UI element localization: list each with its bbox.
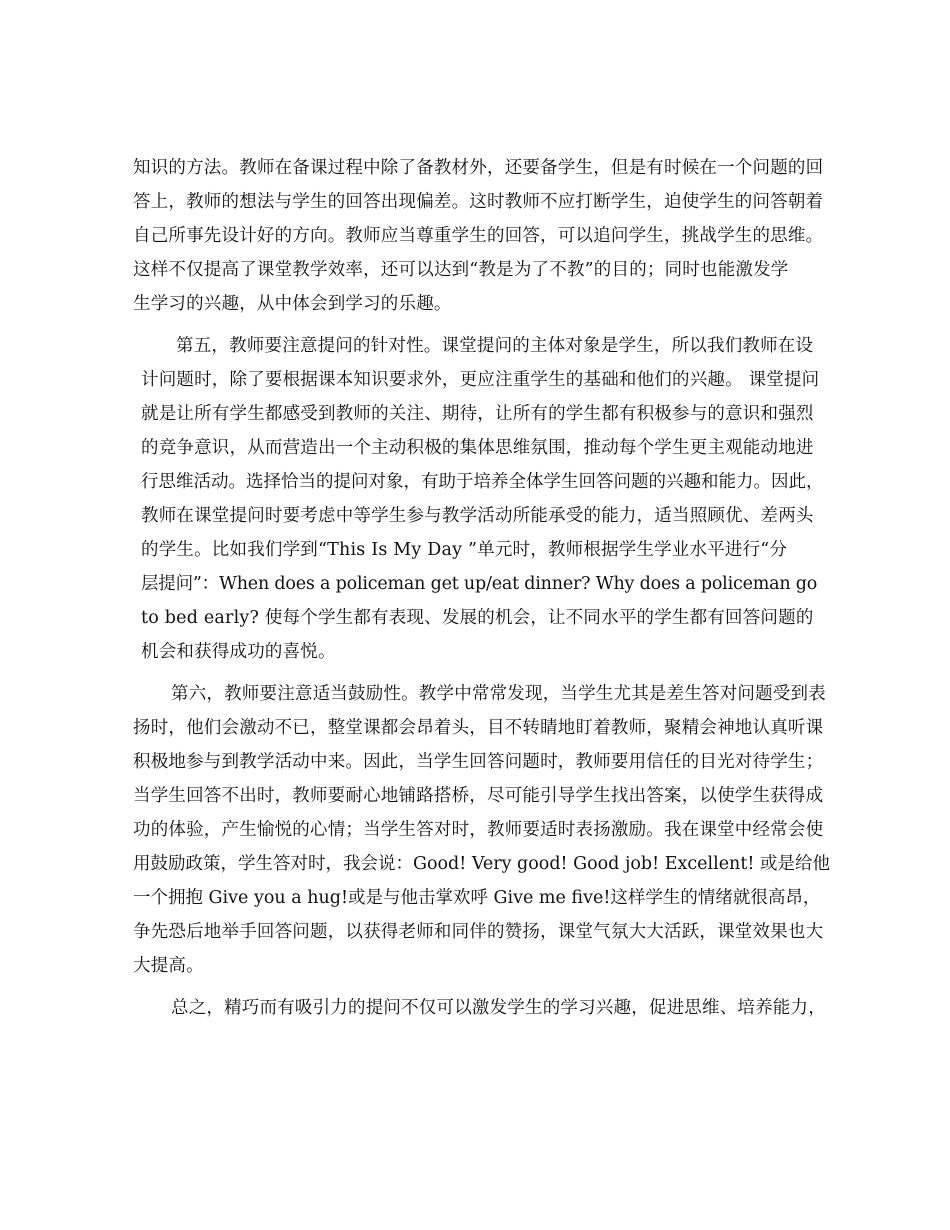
text-line: 用鼓励政策，学生答对时，我会说：Good! Very good! Good job! Excellent! 或是给他: [133, 854, 830, 874]
text-line: 生学习的兴趣，从中体会到学习的乐趣。: [133, 294, 452, 314]
text-line: 教师在课堂提问时要考虑中等学生参与教学活动所能承受的能力，适当照顾优、差两头: [141, 506, 814, 526]
text-line: 就是让所有学生都感受到教师的关注、期待，让所有的学生都有积极参与的意识和强烈: [141, 404, 814, 424]
text-line: to bed early? 使每个学生都有表现、发展的机会，让不同水平的学生都有回答问题的: [141, 608, 814, 628]
text-line: 计问题时，除了要根据课本知识要求外，更应注重学生的基础和他们的兴趣。 课堂提问: [141, 370, 820, 390]
text-line: 的竞争意识，从而营造出一个主动积极的集体思维氛围，推动每个学生更主观能动地进: [141, 438, 814, 458]
text-line: 知识的方法。教师在备课过程中除了备教材外，还要备学生，但是有时候在一个问题的回: [133, 158, 824, 178]
text-line: 争先恐后地举手回答问题，以获得老师和同伴的赞扬，课堂气氛大大活跃，课堂效果也大: [133, 922, 824, 942]
text-line: 功的体验，产生愉悦的心情；当学生答对时，教师要适时表扬激励。我在课堂中经常会使: [133, 820, 824, 840]
text-line: 一个拥抱 Give you a hug!或是与他击掌欢呼 Give me five!这样学生的情绪就很高昂，: [133, 888, 821, 908]
text-line: 机会和获得成功的喜悦。: [141, 642, 336, 662]
text-line: 自己所事先设计好的方向。教师应当尊重学生的回答，可以追问学生，挑战学生的思维。: [133, 226, 824, 246]
text-line: 的学生。比如我们学到“This Is My Day ”单元时，教师根据学生学业水平进行“分: [141, 540, 788, 560]
text-line: 层提问”：When does a policeman get up/eat dinner? Why does a policeman go: [141, 574, 818, 594]
text-line: 总之，精巧而有吸引力的提问不仅可以激发学生的学习兴趣，促进思维、培养能力，: [171, 998, 826, 1018]
text-line: 这样不仅提高了课堂教学效率，还可以达到“教是为了不教”的目的；同时也能激发学: [133, 260, 789, 280]
text-line: 答上，教师的想法与学生的回答出现偏差。这时教师不应打断学生，迫使学生的问答朝着: [133, 192, 824, 212]
text-line: 当学生回答不出时，教师要耐心地铺路搭桥，尽可能引导学生找出答案，以使学生获得成: [133, 786, 824, 806]
text-line: 积极地参与到教学活动中来。因此，当学生回答问题时，教师要用信任的目光对待学生；: [133, 752, 824, 772]
text-line: 扬时，他们会激动不已，整堂课都会昂着头，目不转睛地盯着教师，聚精会神地认真听课: [133, 718, 824, 738]
text-line: 大提高。: [133, 956, 204, 976]
text-line: 第五，教师要注意提问的针对性。课堂提问的主体对象是学生，所以我们教师在设: [176, 336, 814, 356]
text-line: 行思维活动。选择恰当的提问对象，有助于培养全体学生回答问题的兴趣和能力。因此，: [141, 472, 824, 492]
text-line: 第六，教师要注意适当鼓励性。教学中常常发现，当学生尤其是差生答对问题受到表: [171, 684, 826, 704]
